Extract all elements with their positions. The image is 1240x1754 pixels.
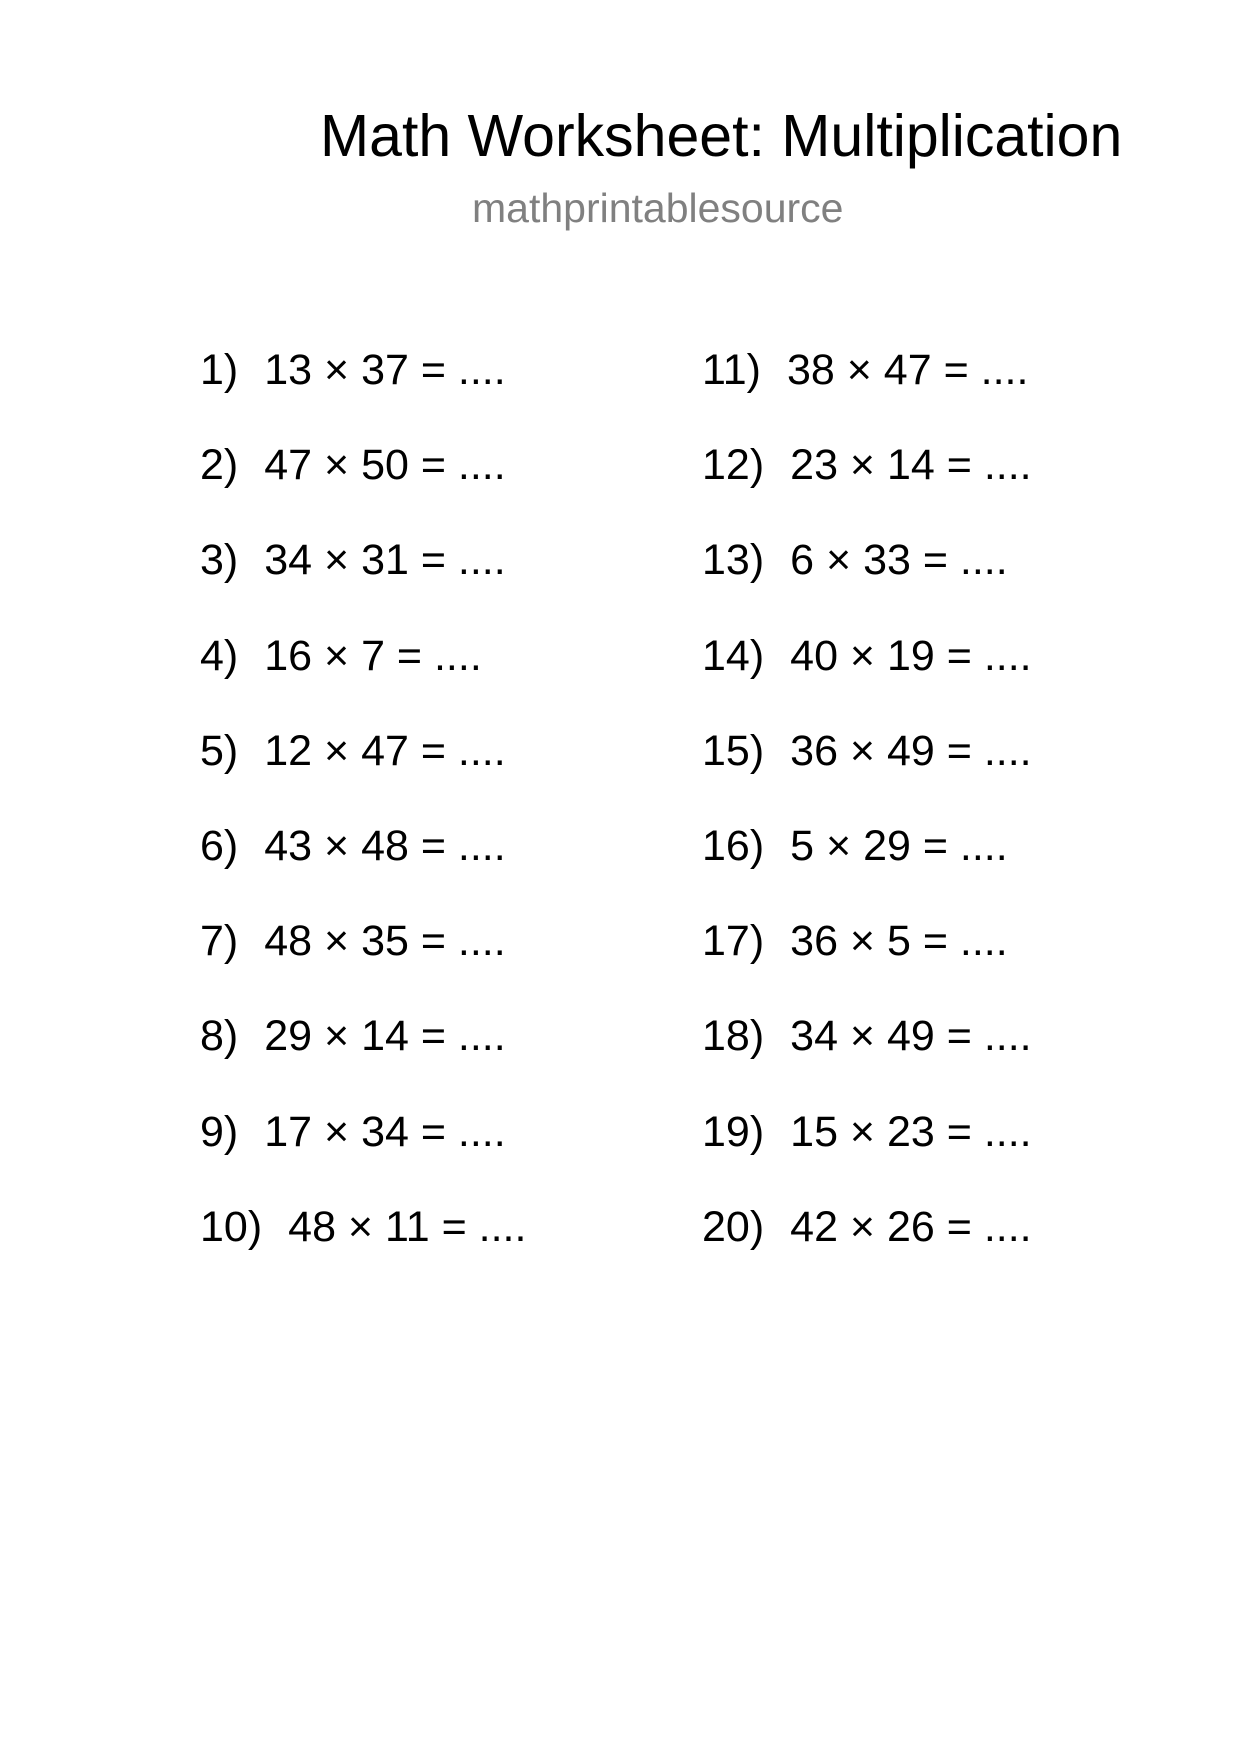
problem-item: [200, 437, 660, 532]
problem-expression: 34 × 31 = ....: [264, 536, 506, 585]
problem-item: [702, 1199, 1162, 1294]
problem-expression: 12 × 47 = ....: [264, 726, 506, 775]
problem-expression: 23 × 14 = ....: [790, 441, 1032, 490]
problem-expression: 17 × 34 = ....: [264, 1107, 506, 1156]
problem-expression: 29 × 14 = ....: [264, 1012, 506, 1061]
problem-item: [702, 723, 1162, 818]
problem-number: 14): [702, 631, 765, 680]
problem-item: [702, 532, 1162, 627]
problem-number: 12): [702, 441, 765, 490]
problem-list-left: [200, 342, 660, 1294]
problem-item: [200, 1199, 660, 1294]
problem-number: 4): [200, 631, 239, 680]
problem-expression: 40 × 19 = ....: [790, 631, 1032, 680]
problem-number: 10): [200, 1202, 263, 1251]
problem-expression: 43 × 48 = ....: [264, 821, 506, 870]
problem-expression: 48 × 11 = ....: [288, 1202, 527, 1251]
problem-number: 2): [200, 441, 239, 490]
problem-number: 16): [702, 821, 765, 870]
problem-expression: 6 × 33 = ....: [790, 536, 1008, 585]
problem-item: [702, 437, 1162, 532]
problem-list-right: [702, 342, 1162, 1294]
problem-item: [200, 723, 660, 818]
problem-expression: 47 × 50 = ....: [264, 441, 506, 490]
problem-expression: 36 × 5 = ....: [790, 917, 1008, 966]
problem-item: [702, 1008, 1162, 1103]
problem-number: 20): [702, 1202, 765, 1251]
problem-number: 3): [200, 536, 239, 585]
problem-item: [200, 532, 660, 627]
problem-expression: 38 × 47 = ....: [786, 346, 1029, 394]
problem-item: [702, 913, 1162, 1008]
problem-item: [200, 628, 660, 723]
problem-item: [702, 342, 1162, 437]
problem-number: 15): [702, 726, 765, 775]
problem-item: [702, 628, 1162, 723]
problem-number: 1): [200, 346, 239, 394]
problem-expression: 16 × 7 = ....: [264, 631, 482, 680]
problem-number: 6): [200, 821, 239, 870]
problem-item: [200, 1008, 660, 1103]
problem-expression: 13 × 37 = ....: [264, 346, 506, 394]
problem-expression: 34 × 49 = ....: [790, 1012, 1032, 1061]
problem-expression: 42 × 26 = ....: [790, 1202, 1032, 1251]
problem-item: [702, 1104, 1162, 1199]
problem-item: [200, 913, 660, 1008]
problem-number: 7): [200, 917, 239, 966]
problem-number: 5): [200, 726, 239, 775]
problem-item: [702, 818, 1162, 913]
problem-number: 13): [702, 536, 765, 585]
problem-number: 9): [200, 1107, 239, 1156]
problem-expression: 5 × 29 = ....: [790, 821, 1008, 870]
problem-expression: 36 × 49 = ....: [790, 726, 1032, 775]
page-title: Math Worksheet: Multiplication: [320, 103, 1123, 169]
problem-number: 11): [702, 346, 761, 394]
problem-number: 19): [702, 1107, 765, 1156]
problem-item: [200, 342, 660, 437]
problem-item: [200, 1104, 660, 1199]
problem-number: 8): [200, 1012, 239, 1061]
source-label: mathprintablesource: [472, 185, 844, 231]
problem-expression: 48 × 35 = ....: [264, 917, 506, 966]
problem-item: [200, 818, 660, 913]
problem-expression: 15 × 23 = ....: [790, 1107, 1032, 1156]
problem-number: 18): [702, 1012, 765, 1061]
problem-number: 17): [702, 917, 765, 966]
